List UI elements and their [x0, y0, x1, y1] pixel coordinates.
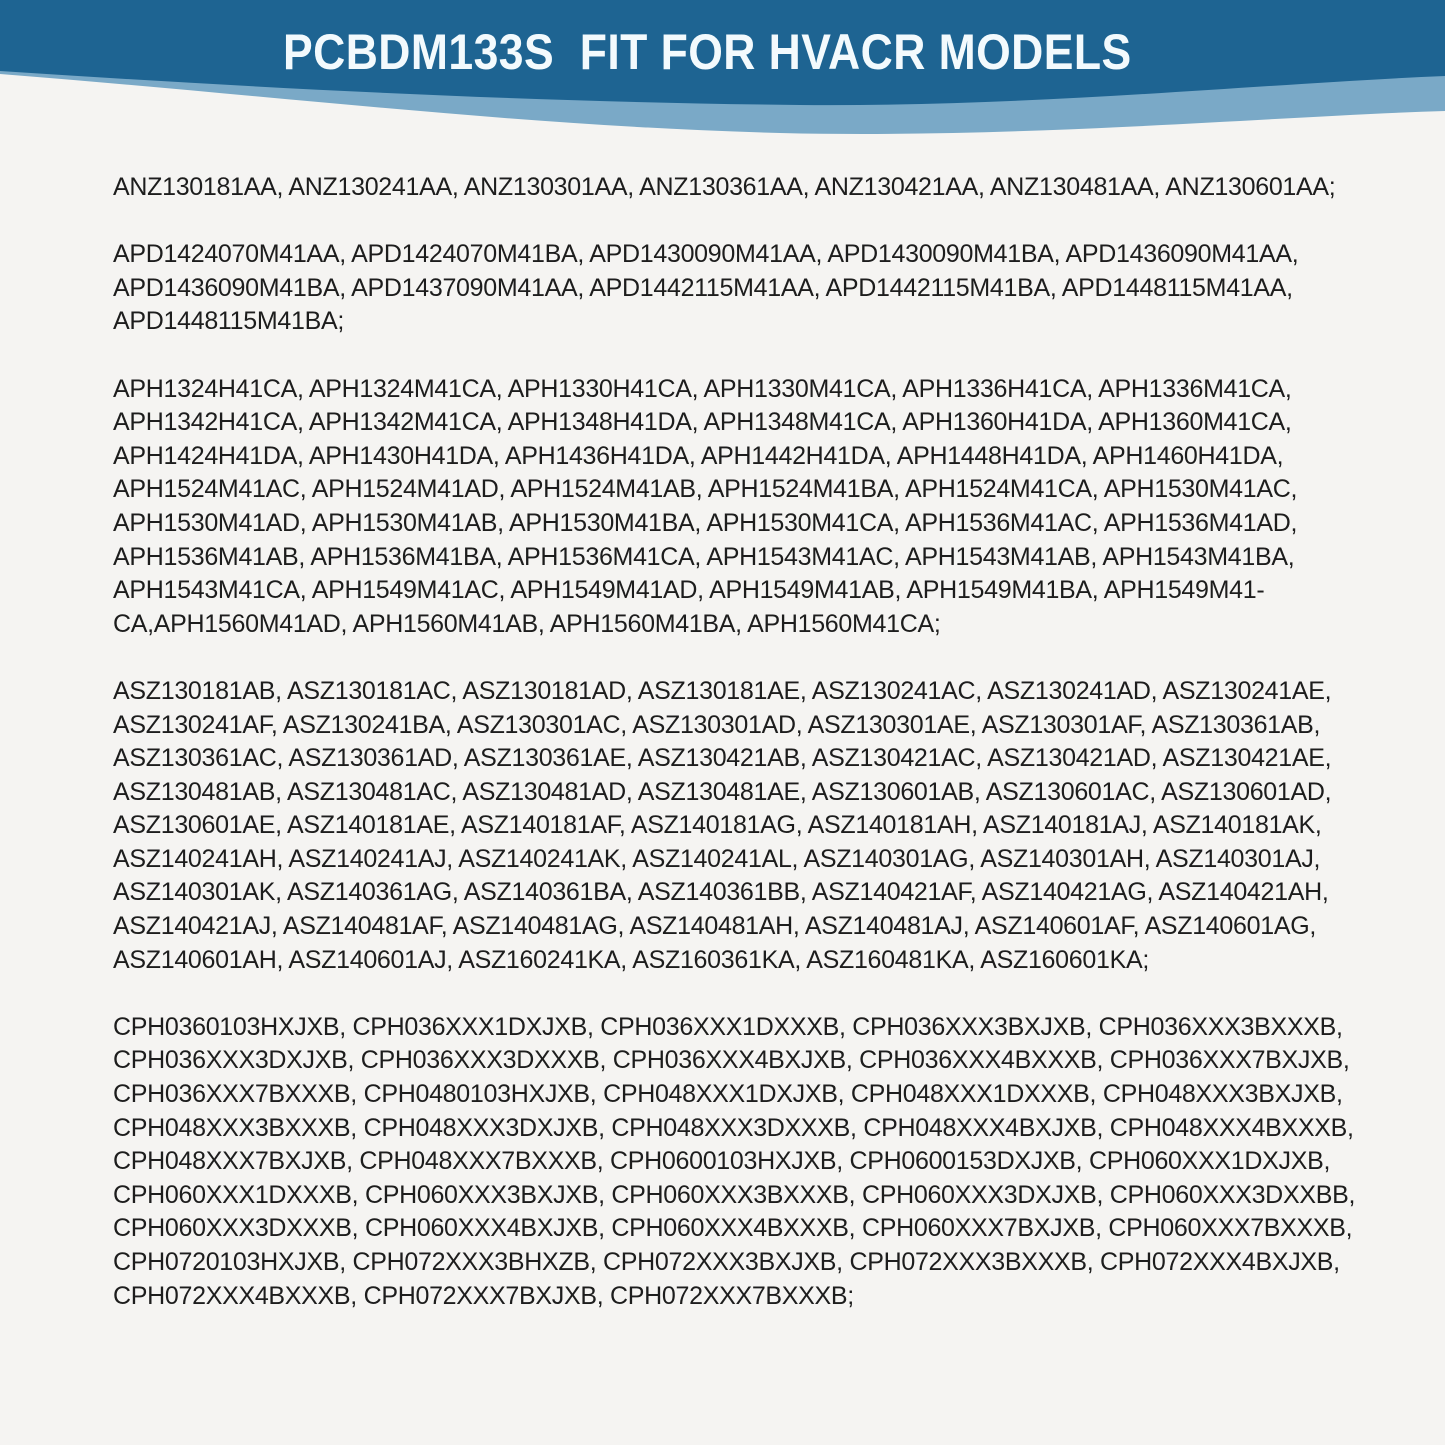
model-list-line: ASZ130361AC, ASZ130361AD, ASZ130361AE, ASZ130421AB, ASZ130421AC, ASZ130421AD, ASZ130421AE,	[113, 744, 1332, 773]
model-list-line: CPH0720103HXJXB, CPH072XXX3BHXZB, CPH072XXX3BXJXB, CPH072XXX3BXXXB, CPH072XXX4BXJXB,	[113, 1248, 1340, 1276]
model-list-line: CPH072XXX4BXXXB, CPH072XXX7BXJXB, CPH072XXX7BXXXB;	[113, 1281, 854, 1310]
model-group-aph	[113, 373, 1373, 642]
model-list-line: APH1424H41DA, APH1430H41DA, APH1436H41DA, APH1442H41DA, APH1448H41DA, APH1460H41DA,	[113, 441, 1284, 470]
model-list-line: APD1436090M41BA, APD1437090M41AA, APD1442115M41AA, APD1442115M41BA, APD1448115M41AA,	[113, 273, 1293, 302]
model-list-line: ASZ140241AH, ASZ140241AJ, ASZ140241AK, ASZ140241AL, ASZ140301AG, ASZ140301AH, ASZ140301AJ,	[113, 844, 1321, 873]
model-list-line: CPH060XXX3DXXXB, CPH060XXX4BXJXB, CPH060XXX4BXXXB, CPH060XXX7BXJXB, CPH060XXX7BXXXB,	[113, 1214, 1353, 1243]
model-list-line: APD1448115M41BA;	[113, 307, 345, 336]
model-list-line: ASZ130481AB, ASZ130481AC, ASZ130481AD, ASZ130481AE, ASZ130601AB, ASZ130601AC, ASZ130601AD,	[113, 777, 1332, 806]
model-list-line: ASZ130241AF, ASZ130241BA, ASZ130301AC, ASZ130301AD, ASZ130301AE, ASZ130301AF, ASZ130361AB,	[113, 710, 1321, 739]
model-list-line: APH1342H41CA, APH1342M41CA, APH1348H41DA, APH1348M41CA, APH1360H41DA, APH1360M41CA,	[113, 408, 1292, 437]
model-list-line: CPH048XXX3BXXXB, CPH048XXX3DXJXB, CPH048XXX3DXXXB, CPH048XXX4BXJXB, CPH048XXX4BXXXB,	[113, 1113, 1354, 1142]
model-group-cph	[113, 1011, 1373, 1313]
model-group-asz	[113, 675, 1373, 977]
model-list-line: APH1536M41AB, APH1536M41BA, APH1536M41CA, APH1543M41AC, APH1543M41AB, APH1543M41BA,	[113, 542, 1295, 571]
model-list-line: CPH0360103HXJXB, CPH036XXX1DXJXB, CPH036XXX1DXXXB, CPH036XXX3BXJXB, CPH036XXX3BXXXB,	[113, 1012, 1343, 1041]
model-list-line: ASZ140301AK, ASZ140361AG, ASZ140361BA, ASZ140361BB, ASZ140421AF, ASZ140421AG, ASZ140421AH,	[113, 878, 1329, 907]
model-list-line: ASZ140601AH, ASZ140601AJ, ASZ160241KA, ASZ160361KA, ASZ160481KA, ASZ160601KA;	[113, 945, 1149, 974]
model-list-line: ASZ140421AJ, ASZ140481AF, ASZ140481AG, ASZ140481AH, ASZ140481AJ, ASZ140601AF, ASZ140601AG,	[113, 912, 1316, 941]
model-list-line: CPH060XXX1DXXXB, CPH060XXX3BXJXB, CPH060XXX3BXXXB, CPH060XXX3DXJXB, CPH060XXX3DXXBB,	[113, 1180, 1356, 1209]
model-list-line: APH1524M41AC, APH1524M41AD, APH1524M41AB, APH1524M41BA, APH1524M41CA, APH1530M41AC,	[113, 475, 1298, 504]
model-list-line: CPH036XXX3DXJXB, CPH036XXX3DXXXB, CPH036XXX4BXJXB, CPH036XXX4BXXXB, CPH036XXX7BXJXB,	[113, 1046, 1350, 1075]
model-list-line: CPH036XXX7BXXXB, CPH0480103HXJXB, CPH048XXX1DXJXB, CPH048XXX1DXXXB, CPH048XXX3BXJXB,	[113, 1080, 1343, 1109]
model-list-line: APH1324H41CA, APH1324M41CA, APH1330H41CA, APH1330M41CA, APH1336H41CA, APH1336M41CA,	[113, 374, 1292, 403]
model-list-line: ANZ130181AA, ANZ130241AA, ANZ130301AA, ANZ130361AA, ANZ130421AA, ANZ130481AA, ANZ130601AA;	[113, 173, 1336, 201]
model-list-line: CPH048XXX7BXJXB, CPH048XXX7BXXXB, CPH0600103HXJXB, CPH0600153DXJXB, CPH060XXX1DXJXB,	[113, 1147, 1331, 1176]
model-group-apd	[113, 238, 1373, 339]
model-list-line: APD1424070M41AA, APD1424070M41BA, APD1430090M41AA, APD1430090M41BA, APD1436090M41AA,	[113, 240, 1299, 269]
model-list-line: APH1543M41CA, APH1549M41AC, APH1549M41AD, APH1549M41AB, APH1549M41BA, APH1549M41-	[113, 576, 1265, 605]
model-group-anz	[113, 171, 1373, 205]
page-title: PCBDM133S FIT FOR HVACR MODELS	[283, 24, 1132, 80]
model-compatibility-list	[113, 171, 1373, 1313]
model-list-line: APH1530M41AD, APH1530M41AB, APH1530M41BA, APH1530M41CA, APH1536M41AC, APH1536M41AD,	[113, 508, 1298, 537]
model-list-line: CA,APH1560M41AD, APH1560M41AB, APH1560M41BA, APH1560M41CA;	[113, 609, 941, 638]
model-list-line: ASZ130181AB, ASZ130181AC, ASZ130181AD, ASZ130181AE, ASZ130241AC, ASZ130241AD, ASZ130241AE,	[113, 676, 1332, 705]
model-list-line: ASZ130601AE, ASZ140181AE, ASZ140181AF, ASZ140181AG, ASZ140181AH, ASZ140181AJ, ASZ140181AK,	[113, 811, 1322, 840]
